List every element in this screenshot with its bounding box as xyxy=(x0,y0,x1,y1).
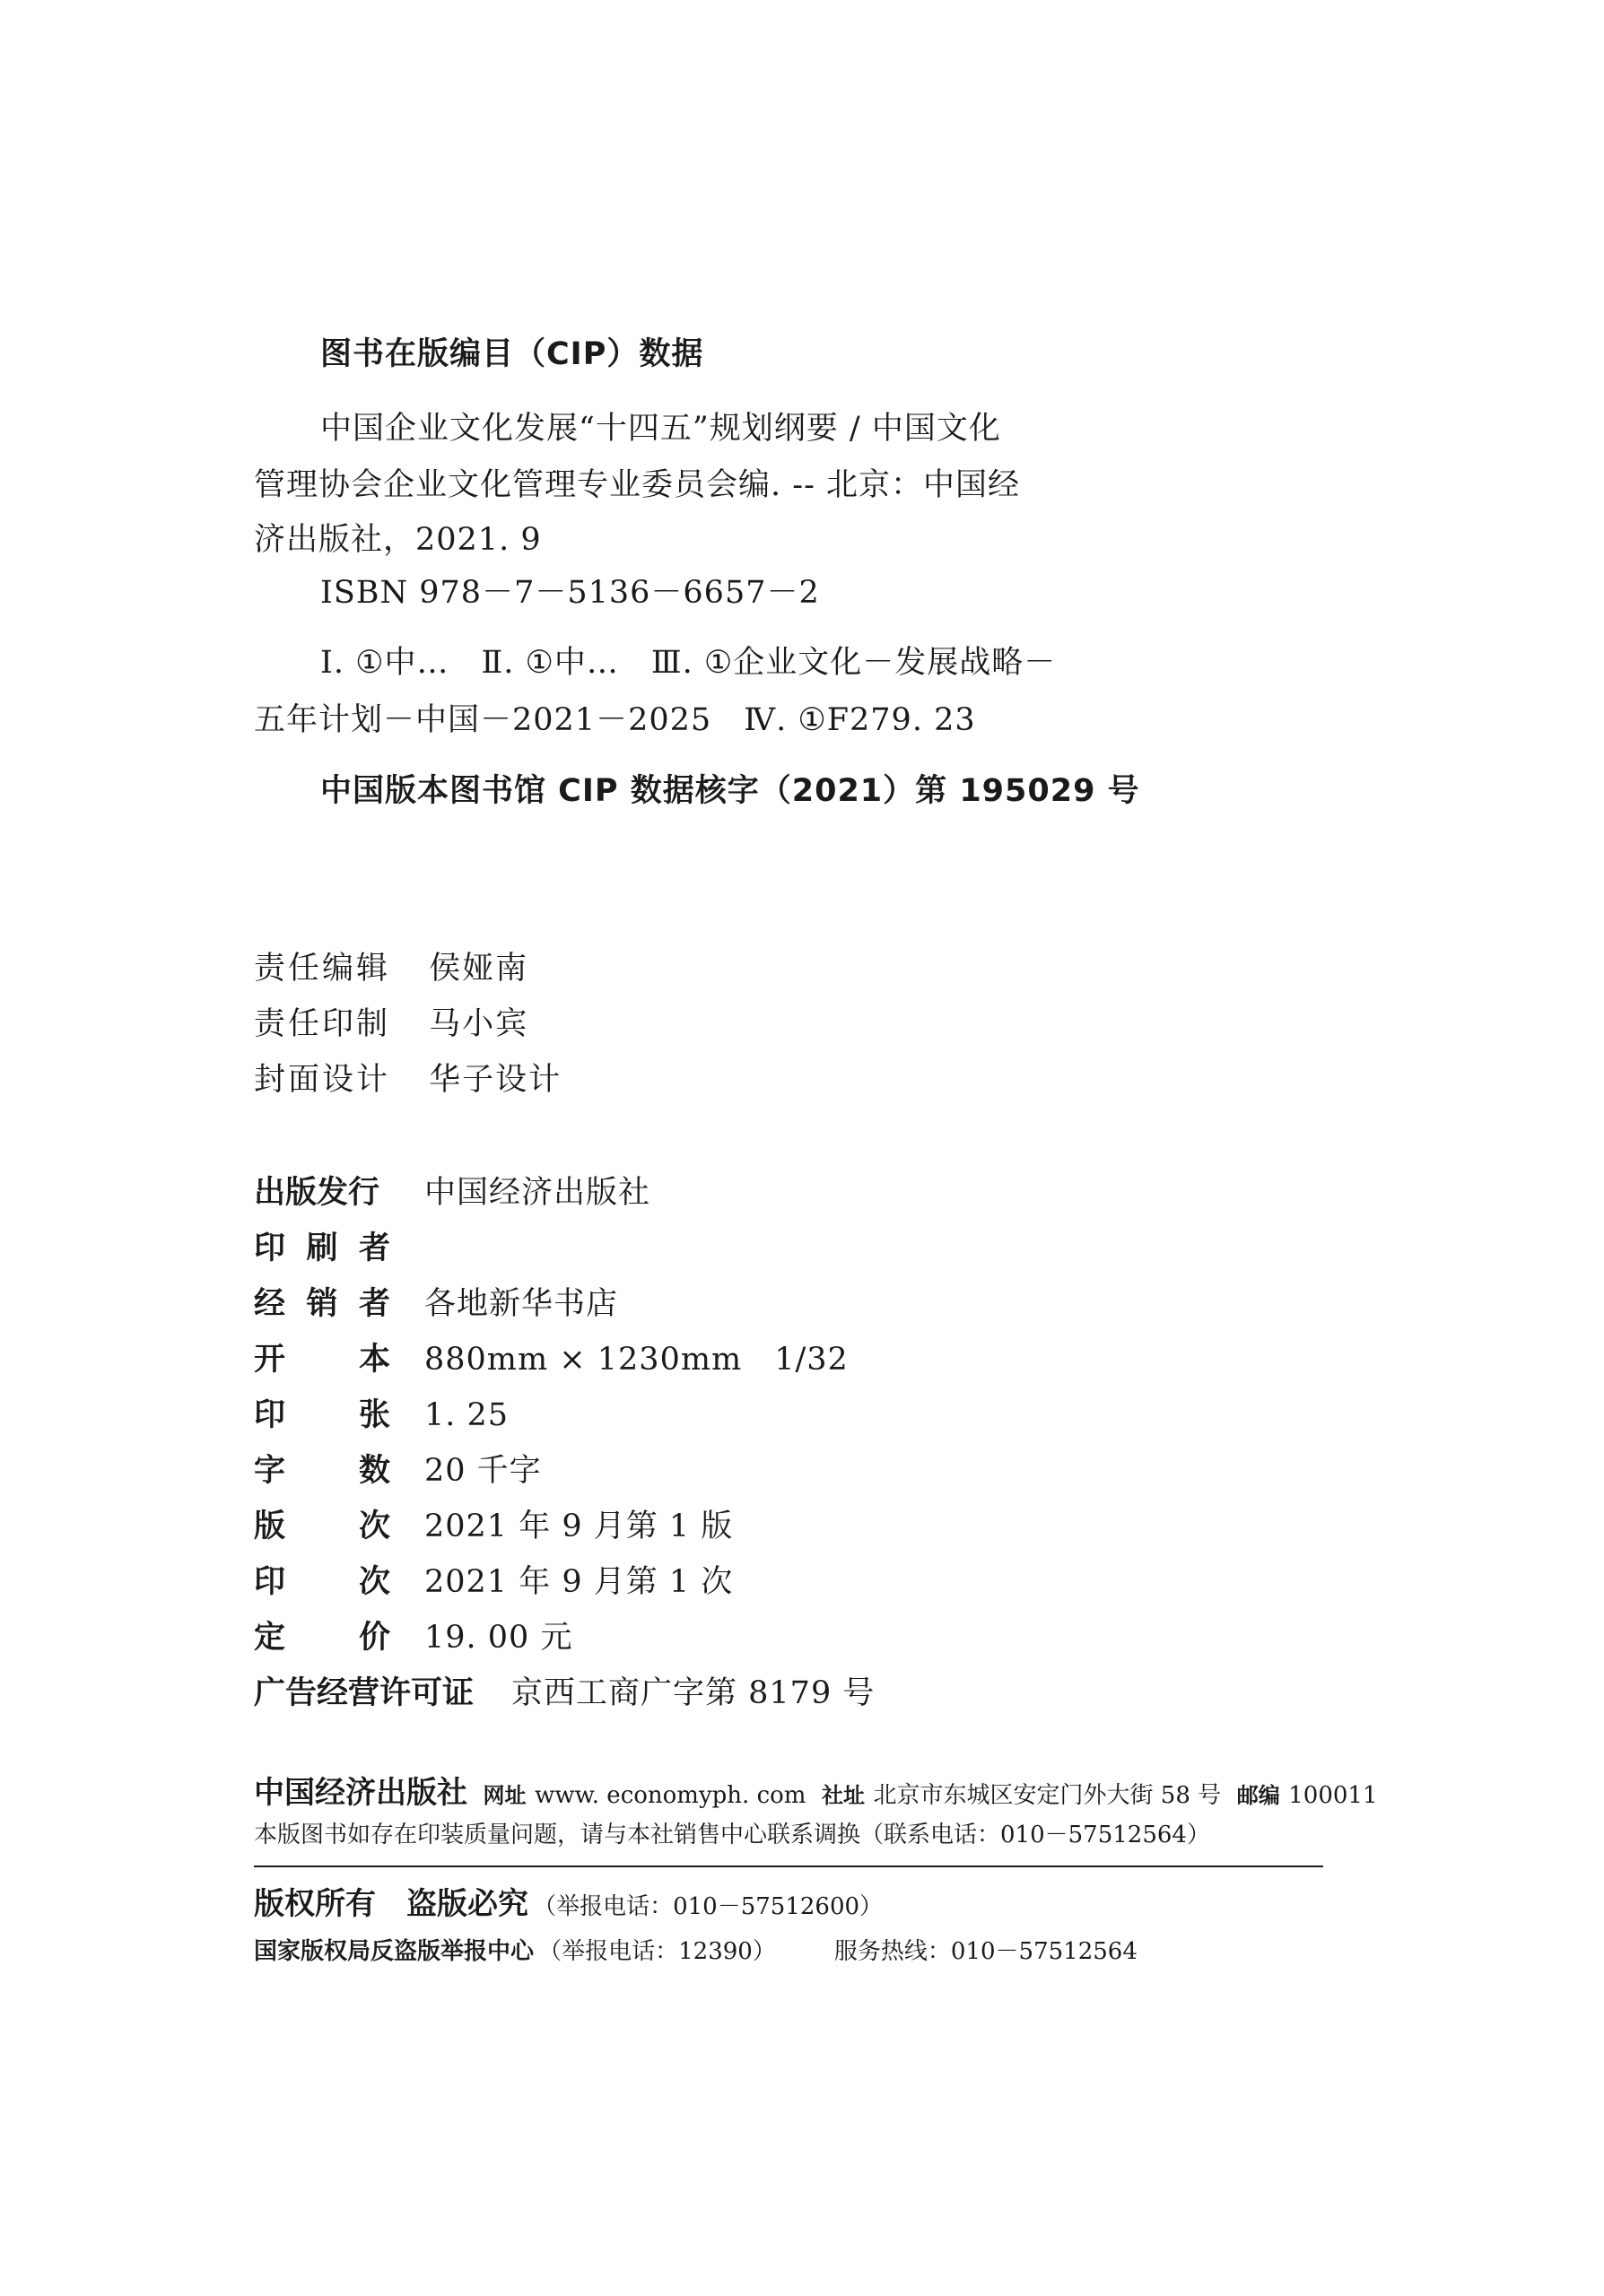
anti-piracy-phone: （举报电话：12390） xyxy=(538,1938,776,1965)
spec-label: 字 数 xyxy=(254,1453,390,1489)
address-label: 社址 xyxy=(821,1783,865,1808)
copyright-report-phone: （举报电话：010－57512600） xyxy=(533,1893,884,1920)
cip-classification-line-2: 五年计划－中国－2021－2025 Ⅳ. ①F279. 23 xyxy=(254,702,976,738)
cip-classification-line-1: Ⅰ. ①中… Ⅱ. ①中… Ⅲ. ①企业文化－发展战略－ xyxy=(320,645,1057,681)
spec-value: 中国经济出版社 xyxy=(424,1175,651,1211)
credit-label: 责任印制 xyxy=(254,1006,391,1042)
postcode-value: 100011 xyxy=(1288,1782,1378,1809)
spec-row-impression xyxy=(254,1562,733,1602)
address-value: 北京市东城区安定门外大街 58 号 xyxy=(873,1782,1222,1809)
spec-value: 2021 年 9 月第 1 版 xyxy=(424,1509,734,1544)
service-hotline: 服务热线：010－57512564 xyxy=(833,1938,1138,1965)
spec-row-edition xyxy=(254,1507,733,1546)
spec-value: 20 千字 xyxy=(424,1453,542,1489)
website-link[interactable]: www. economyph. com xyxy=(535,1782,806,1809)
spec-value: 880mm × 1230mm 1/32 xyxy=(424,1342,849,1378)
spec-row-ad-license xyxy=(254,1674,875,1713)
anti-piracy-line xyxy=(254,1940,1138,1963)
spec-label: 经 销 者 xyxy=(254,1286,390,1322)
spec-row-word-count xyxy=(254,1451,542,1491)
spec-value: 2021 年 9 月第 1 次 xyxy=(424,1564,734,1600)
spec-value: 19. 00 元 xyxy=(424,1620,573,1656)
footer-divider xyxy=(254,1866,1323,1867)
credit-value: 马小宾 xyxy=(429,1006,529,1042)
spec-label: 定 价 xyxy=(254,1620,390,1656)
credit-row-editor xyxy=(254,949,528,988)
quality-notice: 本版图书如存在印装质量问题，请与本社销售中心联系调换（联系电话：010－57512564） xyxy=(254,1822,1210,1848)
copyright-statement: 版权所有 盗版必究 xyxy=(254,1886,528,1922)
spec-row-distributor xyxy=(254,1284,618,1324)
footer-publisher-name: 中国经济出版社 xyxy=(254,1775,467,1811)
spec-label: 版 次 xyxy=(254,1509,390,1544)
cip-title-line-3: 济出版社，2021. 9 xyxy=(254,522,542,558)
credit-value: 侯娅南 xyxy=(429,951,529,987)
cip-verification-number: 中国版本图书馆 CIP 数据核字（2021）第 195029 号 xyxy=(320,773,1140,809)
spec-row-format xyxy=(254,1340,849,1379)
credit-label: 封面设计 xyxy=(254,1062,391,1098)
spec-label: 出版发行 xyxy=(254,1175,380,1211)
spec-row-publisher xyxy=(254,1173,650,1213)
credit-row-printing-supervisor xyxy=(254,1004,528,1044)
spec-label: 开 本 xyxy=(254,1342,390,1378)
spec-label: 广告经营许可证 xyxy=(254,1675,475,1711)
cip-isbn: ISBN 978－7－5136－6657－2 xyxy=(320,575,820,611)
copyright-line xyxy=(254,1886,884,1922)
spec-label: 印 刷 者 xyxy=(254,1231,390,1266)
cip-title-line-2: 管理协会企业文化管理专业委员会编. -- 北京：中国经 xyxy=(254,467,1021,503)
postcode-label: 邮编 xyxy=(1236,1783,1280,1808)
website-label: 网址 xyxy=(483,1783,527,1808)
anti-piracy-center: 国家版权局反盗版举报中心 xyxy=(254,1938,535,1965)
spec-value: 各地新华书店 xyxy=(424,1286,619,1322)
publisher-contact-line xyxy=(254,1775,1378,1811)
spec-row-printer xyxy=(254,1229,424,1268)
spec-label: 印 次 xyxy=(254,1564,390,1600)
cip-heading: 图书在版编目（CIP）数据 xyxy=(320,336,704,372)
spec-value: 京西工商广字第 8179 号 xyxy=(511,1675,876,1711)
cip-title-line-1: 中国企业文化发展“十四五”规划纲要 / 中国文化 xyxy=(320,411,1001,447)
credit-value: 华子设计 xyxy=(429,1062,562,1098)
spec-row-price xyxy=(254,1618,572,1657)
spec-row-printed-sheets xyxy=(254,1396,509,1435)
spec-value: 1. 25 xyxy=(424,1397,510,1433)
credit-row-cover-design xyxy=(254,1060,562,1100)
credit-label: 责任编辑 xyxy=(254,951,391,987)
spec-label: 印 张 xyxy=(254,1397,390,1433)
